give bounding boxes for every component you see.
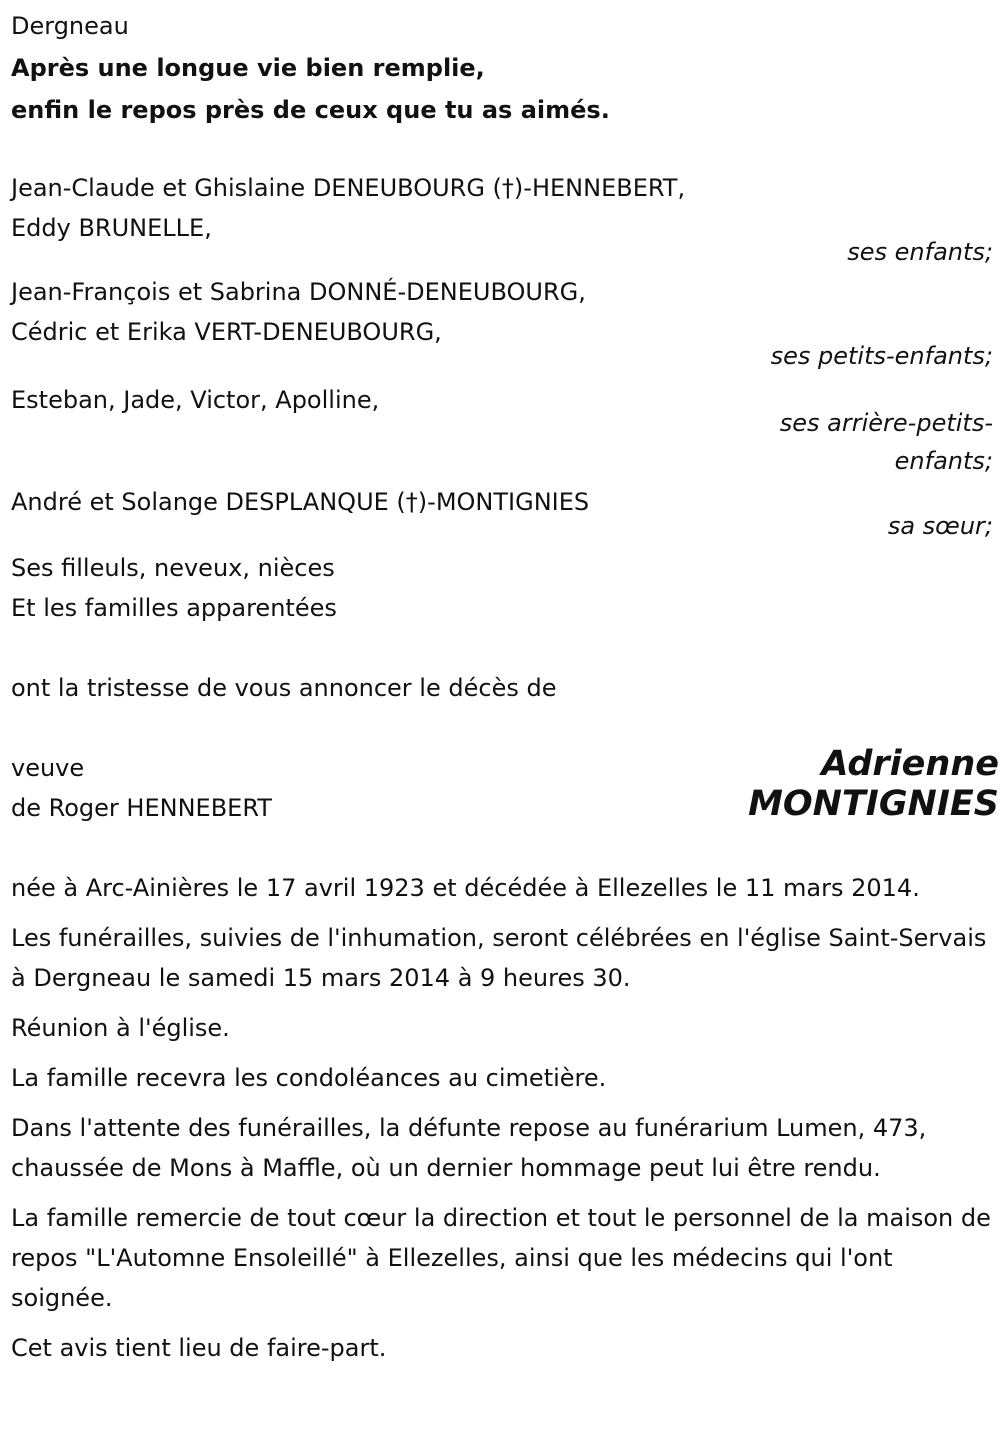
- widow-line-1: veuve: [11, 754, 85, 782]
- meeting-text: Réunion à l'église.: [11, 1014, 230, 1042]
- children-line-1: Jean-Claude et Ghislaine DENEUBOURG (†)-HENNEBERT,: [11, 174, 686, 202]
- cross-icon: †: [405, 488, 418, 516]
- quote-line-1: Après une longue vie bien remplie,: [11, 54, 485, 82]
- funeral-text: Les funérailles, suivies de l'inhumation, seront célébrées en l'église Saint-Servais à Dergneau le samedi 15 mars 2014 à 9 heures 30.: [11, 924, 987, 992]
- sister-block: [11, 482, 993, 546]
- grandchildren-role: ses petits-enfants;: [770, 342, 993, 370]
- greatgrandchildren-block: [11, 380, 993, 480]
- condolences-text: La famille recevra les condoléances au cimetière.: [11, 1064, 607, 1092]
- obituary-notice: [11, 6, 999, 1378]
- children-line-2: Eddy BRUNELLE,: [11, 214, 212, 242]
- others-block: [11, 548, 993, 628]
- others-line-2: Et les familles apparentées: [11, 594, 337, 622]
- thanks-text: La famille remercie de tout cœur la direction et tout le personnel de la maison de repos "L'Automne Ensoleillé" à Ellezelles, ainsi que les médecins qui l'ont soignée.: [11, 1204, 991, 1312]
- greatgrandchildren-line-1: Esteban, Jade, Victor, Apolline,: [11, 386, 380, 414]
- sister-role: sa sœur;: [887, 512, 993, 540]
- deceased-last-name: MONTIGNIES: [748, 784, 999, 824]
- others-line-1: Ses filleuls, neveux, nièces: [11, 554, 335, 582]
- grandchildren-line-1: Jean-François et Sabrina DONNÉ-DENEUBOURG,: [11, 278, 586, 306]
- quote-line-2: enfin le repos près de ceux que tu as aimés.: [11, 96, 610, 124]
- children-role: ses enfants;: [847, 238, 993, 266]
- funerarium-text: Dans l'attente des funérailles, la défunte repose au funérarium Lumen, 473, chaussée de Mons à Maffle, où un dernier hommage peut lui être rendu.: [11, 1114, 927, 1182]
- cross-icon: †: [501, 174, 514, 202]
- grandchildren-block: [11, 272, 993, 376]
- deceased-block: [11, 744, 999, 828]
- widow-line-2: de Roger HENNEBERT: [11, 794, 272, 822]
- grandchildren-line-2: Cédric et Erika VERT-DENEUBOURG,: [11, 318, 442, 346]
- birth-death-text: née à Arc-Ainières le 17 avril 1923 et décédée à Ellezelles le 11 mars 2014.: [11, 874, 920, 902]
- sister-line: André et Solange DESPLANQUE (†)-MONTIGNIES: [11, 488, 590, 516]
- greatgrandchildren-role: ses arrière-petits-enfants;: [779, 409, 993, 475]
- announcement-text: ont la tristesse de vous annoncer le décès de: [11, 674, 557, 702]
- details-block: [11, 868, 993, 1368]
- notice-text: Cet avis tient lieu de faire-part.: [11, 1334, 387, 1362]
- deceased-name: [748, 744, 999, 824]
- village-name: Dergneau: [11, 12, 129, 40]
- deceased-first-name: Adrienne: [821, 744, 999, 784]
- children-block: [11, 168, 993, 272]
